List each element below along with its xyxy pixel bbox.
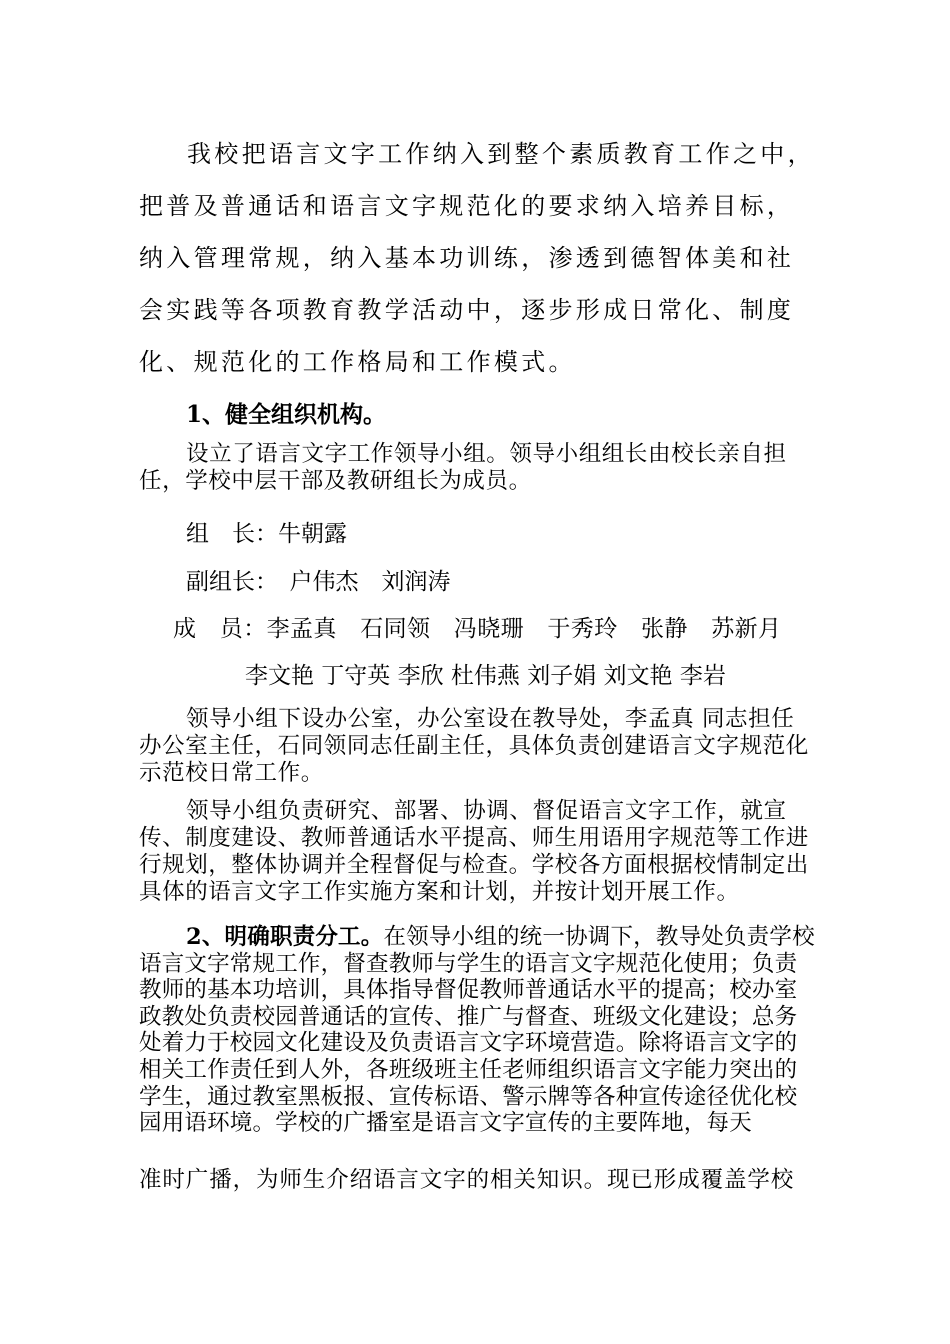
intro-text: 我校把语言文字工作纳入到整个素质教育工作之中，把普及普通话和语言文字规范化的要求纳入培养目标，纳入管理常规，纳入基本功训练，渗透到德智体美和社会实践等各项教育教学活动中，逐步形成日常化、制度化、规范化的工作格局和工作模式。 <box>139 140 815 376</box>
section2-body: 在领导小组的统一协调下，教导处负责学校语言文字常规工作，督查教师与学生的语言文字规范化使用；负责教师的基本功培训，具体指导督促教师普通话水平的提高；校办室政教处负责校园普通话的宣传、推广与督查、班级文化建设；总务处着力于校园文化建设及负责语言文字环境营造。除将语言文字的相关工作责任到人外，各班级班主任老师组织语言文字能力突出的学生，通过教室黑板报、宣传标语、警示牌等各种宣传途径优化校园用语环境。学校的广播室是语言文字宣传的主要阵地，每天 <box>139 924 815 1137</box>
section2-paragraph <box>139 924 817 1137</box>
members-line-2: 李文艳 丁守英 李欣 杜伟燕 刘子娟 刘文艳 李岩 <box>245 663 726 689</box>
section2-last-line: 准时广播，为师生介绍语言文字的相关知识。现已形成覆盖学校 <box>139 1167 795 1193</box>
section1-paragraph-1: 设立了语言文字工作领导小组。领导小组组长由校长亲自担任，学校中层干部及教研组长为成员。 <box>139 441 787 494</box>
section1-heading: 1、健全组织机构。 <box>186 401 387 428</box>
members-line-1: 成 员：李孟真 石同领 冯晓珊 于秀玲 张静 苏新月 <box>173 616 782 642</box>
vice-leader-line: 副组长： 户伟杰 刘润涛 <box>186 569 451 595</box>
section1-paragraph-3: 领导小组负责研究、部署、协调、督促语言文字工作，就宣传、制度建设、教师普通话水平提高、师生用语用字规范等工作进行规划，整体协调并全程督促与检查。学校各方面根据校情制定出具体的语言文字工作实施方案和计划，并按计划开展工作。 <box>139 798 809 905</box>
leader-line: 组 长：牛朝露 <box>186 521 347 547</box>
intro-paragraph <box>139 128 817 388</box>
section1-paragraph-2: 领导小组下设办公室，办公室设在教导处，李孟真 同志担任办公室主任，石同领同志任副主任，具体负责创建语言文字规范化示范校日常工作。 <box>139 706 809 786</box>
section2-heading: 2、明确职责分工。 <box>186 924 384 950</box>
